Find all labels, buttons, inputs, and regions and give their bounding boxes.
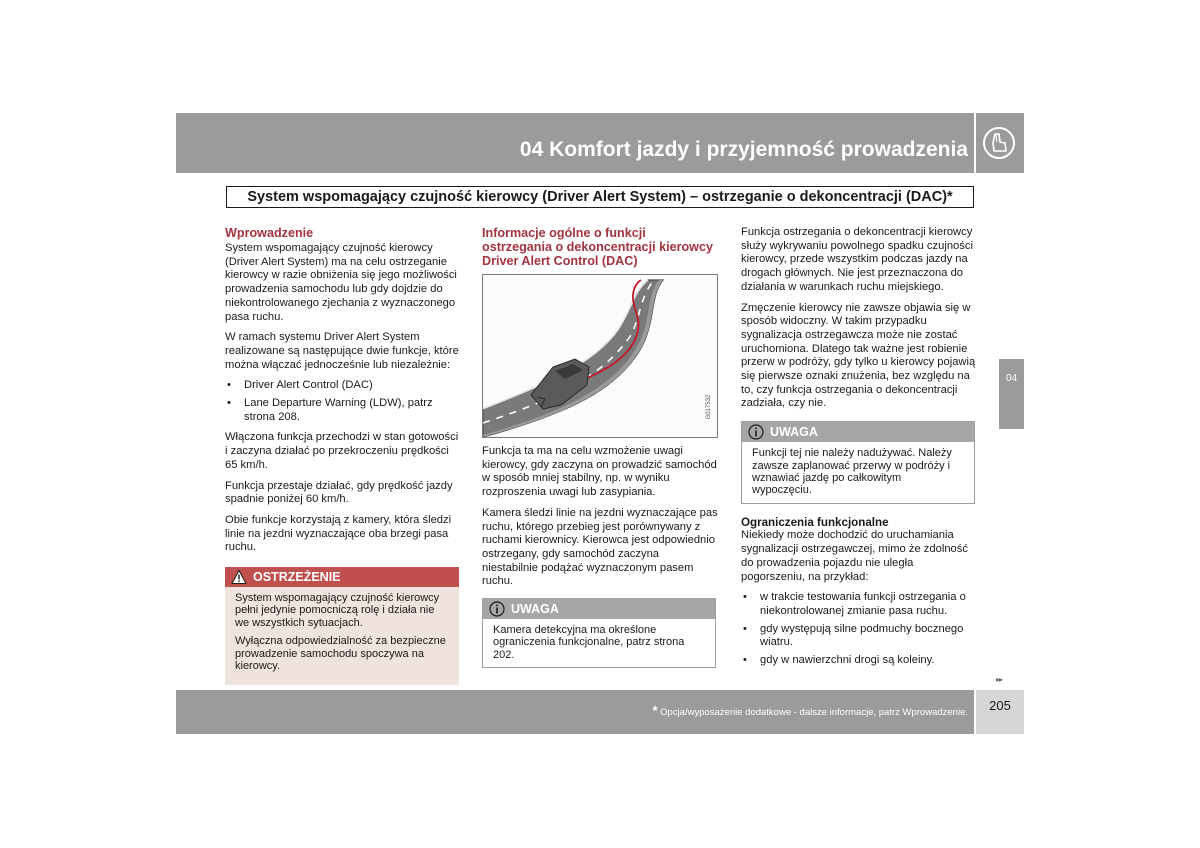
dac-paragraph-1: Funkcja ta ma na celu wzmożenie uwagi kierowcy, gdy zaczyna on prowadzić samochód w sposób mniej stabilny, np. w wyniku rozproszenia uwagi lub zasypiania. [482,445,717,499]
intro-paragraph-5: Obie funkcje korzystają z kamery, która śledzi linie na jezdni wyznaczające oba brzegi pasa ruchu. [225,513,452,554]
limitations-heading: Ograniczenia funkcjonalne [741,515,889,529]
warning-box-header [225,567,459,587]
note-title: UWAGA [770,425,818,440]
list-item: • gdy w nawierzchni drogi są koleiny. [741,654,977,668]
note-text: Kamera detekcyjna ma określone ograniczenia funkcjonalne, patrz strona 202. [493,624,685,661]
intro-heading: Wprowadzenie [225,226,314,240]
note-text: Funkcji tej nie należy nadużywać. Należy zawsze zaplanować przerwy w podróży i wznawiać jazdę po całkowitym wypoczęciu. [752,447,952,497]
list-item: • gdy występują silne podmuchy bocznego wiatru. [741,623,977,650]
limitations-paragraph: Niekiedy może dochodzić do uruchamiania sygnalizacji ostrzegawczej, mimo że zdolność do prowadzenia pojazdu nie uległa pogorszeniu, na przykład: [741,529,968,583]
section-title: System wspomagający czujność kierowcy (Driver Alert System) – ostrzeganie o dekoncentracji (DAC)* [226,186,974,208]
warning-body [225,587,459,684]
warning-title: OSTRZEŻENIE [253,570,341,585]
footer-asterisk: * [652,703,658,718]
figure-code: G017532 [706,395,713,420]
footer-note-text: Opcja/wyposażenie dodatkowe - dalsze informacje, patrz Wprowadzenie. [660,707,968,718]
seat-icon [983,127,1015,159]
intro-paragraph-1: System wspomagający czujność kierowcy (Driver Alert System) ma na celu ostrzeganie kierowcy w razie obniżenia się jego możliwości prowadzenia samochodu lub gdy dojdzie do niekontrolowanego zjechania z wyznaczonego pasa ruchu. [225,242,457,323]
left-column [225,226,461,685]
intro-paragraph-3: Włączona funkcja przechodzi w stan gotowości i zaczyna działać po przekroczeniu prędkości 65 km/h. [225,431,459,471]
note-box-header [483,599,715,619]
warning-box [225,567,459,684]
right-paragraph-1: Funkcja ostrzegania o dekoncentracji kierowcy służy wykrywaniu powolnego spadku czujności kierowcy, przede wszystkim podczas jazdy na drogach głównych. Nie jest przeznaczona do działania w warunkach ruchu miejskiego. [741,226,973,293]
note-body [483,619,715,667]
limitations-list [741,591,977,668]
warning-text-1: System wspomagający czujność kierowcy pełni jedynie pomocniczą rolę i działa nie we wszystkich sytuacjach. [235,592,440,629]
note-box-header [742,422,974,442]
road-illustration [482,274,718,438]
right-paragraph-2: Zmęczenie kierowcy nie zawsze objawia się w sposób widoczny. W takim przypadku sygnalizacja ostrzegawcza może nie zostać uruchomiona. Dlatego tak ważne jest robienie przerw w podróży, gdy tylko u kierowcy pojawią się pierwsze oznaki znużenia, bez względu na to, czy funkcja ostrzegania o dekoncentracji zadziała, czy nie. [741,301,976,410]
functions-list [225,379,461,424]
note-body [742,442,974,503]
middle-column [482,226,718,668]
intro-paragraph-4: Funkcja przestaje działać, gdy prędkość jazdy spadnie poniżej 60 km/h. [225,479,453,506]
info-icon [748,424,764,440]
continue-arrows-icon: ▸▸ [996,675,1003,684]
page-number: 205 [976,690,1024,734]
list-item: • w trakcie testowania funkcji ostrzegania o niekontrolowanej zmianie pasa ruchu. [741,591,977,618]
warning-triangle-icon [231,569,247,585]
right-column [741,226,977,675]
intro-paragraph-2: W ramach systemu Driver Alert System realizowane są następujące dwie funkcje, które można włączać jednocześnie lub niezależnie: [225,331,459,371]
dac-paragraph-2: Kamera śledzi linie na jezdni wyznaczające pas ruchu, którego przebieg jest porównywany z ruchami kierownicy. Kierowca jest odpowiednio ostrzegany, gdy samochód zaczyna niestabilnie podążać wyznaczonym pasem ruchu. [482,506,718,588]
note-box-rest [741,421,975,504]
list-item: • Driver Alert Control (DAC) [225,379,461,393]
warning-text-2: Wyłączna odpowiedzialność za bezpieczne prowadzenie samochodu spoczywa na kierowcy. [235,635,446,673]
chapter-title: 04 Komfort jazdy i przyjemność prowadzenia [519,138,968,161]
road-drawing [483,275,717,437]
chapter-side-tab: 04 [999,359,1024,429]
note-title: UWAGA [511,602,559,617]
note-box-camera [482,598,716,668]
list-item: • Lane Departure Warning (LDW), patrz strona 208. [225,397,461,424]
dac-heading: Informacje ogólne o funkcji ostrzegania o dekoncentracji kierowcy Driver Alert Control (DAC) [482,226,713,268]
footer-note [652,703,968,718]
chapter-icon-box [976,113,1024,173]
info-icon [489,601,505,617]
